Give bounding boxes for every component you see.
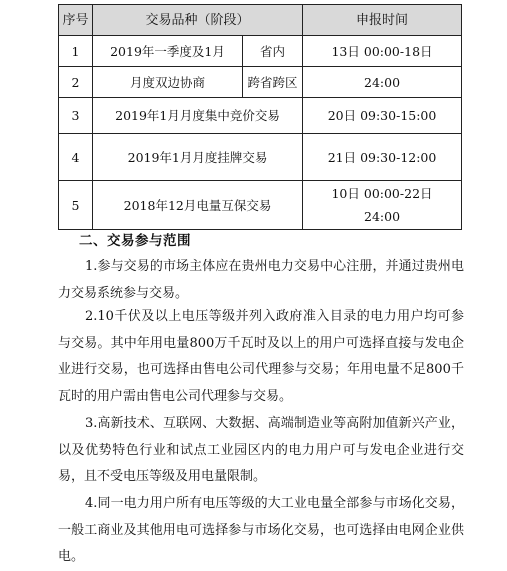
header-trading-variety: 交易品种（阶段） — [93, 5, 303, 36]
cell-time-line2: 24:00 — [364, 209, 401, 224]
paragraph-3: 3.高新技术、互联网、大数据、高端制造业等高附加值新兴产业，以及优势特色行业和试点工业园区内的电力用户可与发电企业进行交易，且不受电压等级及用电量限制。 — [58, 416, 464, 484]
cell-variety: 月度双边协商 — [93, 67, 243, 98]
cell-variety: 2019年1月月度挂牌交易 — [93, 134, 303, 181]
cell-serial-no: 5 — [59, 181, 93, 230]
table-row — [59, 134, 462, 181]
trading-schedule-table — [58, 4, 462, 230]
cell-variety: 2018年12月电量互保交易 — [93, 181, 303, 230]
table-row — [59, 36, 462, 67]
paragraph-2: 2.10千伏及以上电压等级并列入政府准入目录的电力用户均可参与交易。其中年用电量800万千瓦时及以上的用户可选择直接与发电企业进行交易，也可选择由售电公司代理参与交易；年用电量不足800千瓦时的用户需由售电公司代理参与交易。 — [58, 309, 464, 404]
cell-serial-no: 3 — [59, 98, 93, 134]
table-row — [59, 181, 462, 230]
paragraph-1: 1.参与交易的市场主体应在贵州电力交易中心注册，并通过贵州电力交易系统参与交易。 — [58, 259, 464, 301]
cell-serial-no: 4 — [59, 134, 93, 181]
cell-time: 24:00 — [303, 67, 462, 98]
cell-serial-no: 2 — [59, 67, 93, 98]
cell-variety: 2019年1月月度集中竞价交易 — [93, 98, 303, 134]
cell-time: 21日 09:30-12:00 — [303, 134, 462, 181]
header-serial-no: 序号 — [59, 5, 93, 36]
table-row — [59, 98, 462, 134]
table-header-row — [59, 5, 462, 36]
cell-time — [303, 181, 462, 230]
cell-scope: 跨省跨区 — [243, 67, 303, 98]
table-row — [59, 67, 462, 98]
cell-variety: 2019年一季度及1月 — [93, 36, 243, 67]
cell-time: 20日 09:30-15:00 — [303, 98, 462, 134]
paragraph-4: 4.同一电力用户所有电压等级的大工业电量全部参与市场化交易，一般工商业及其他用电可选择参与市场化交易，也可选择由电网企业供电。 — [58, 496, 464, 564]
cell-time: 13日 00:00-18日 — [303, 36, 462, 67]
header-declaration-time: 申报时间 — [303, 5, 462, 36]
section-heading: 二、交易参与范围 — [79, 233, 191, 249]
cell-scope: 省内 — [243, 36, 303, 67]
cell-serial-no: 1 — [59, 36, 93, 67]
cell-time-line1: 10日 00:00-22日 — [331, 186, 433, 201]
